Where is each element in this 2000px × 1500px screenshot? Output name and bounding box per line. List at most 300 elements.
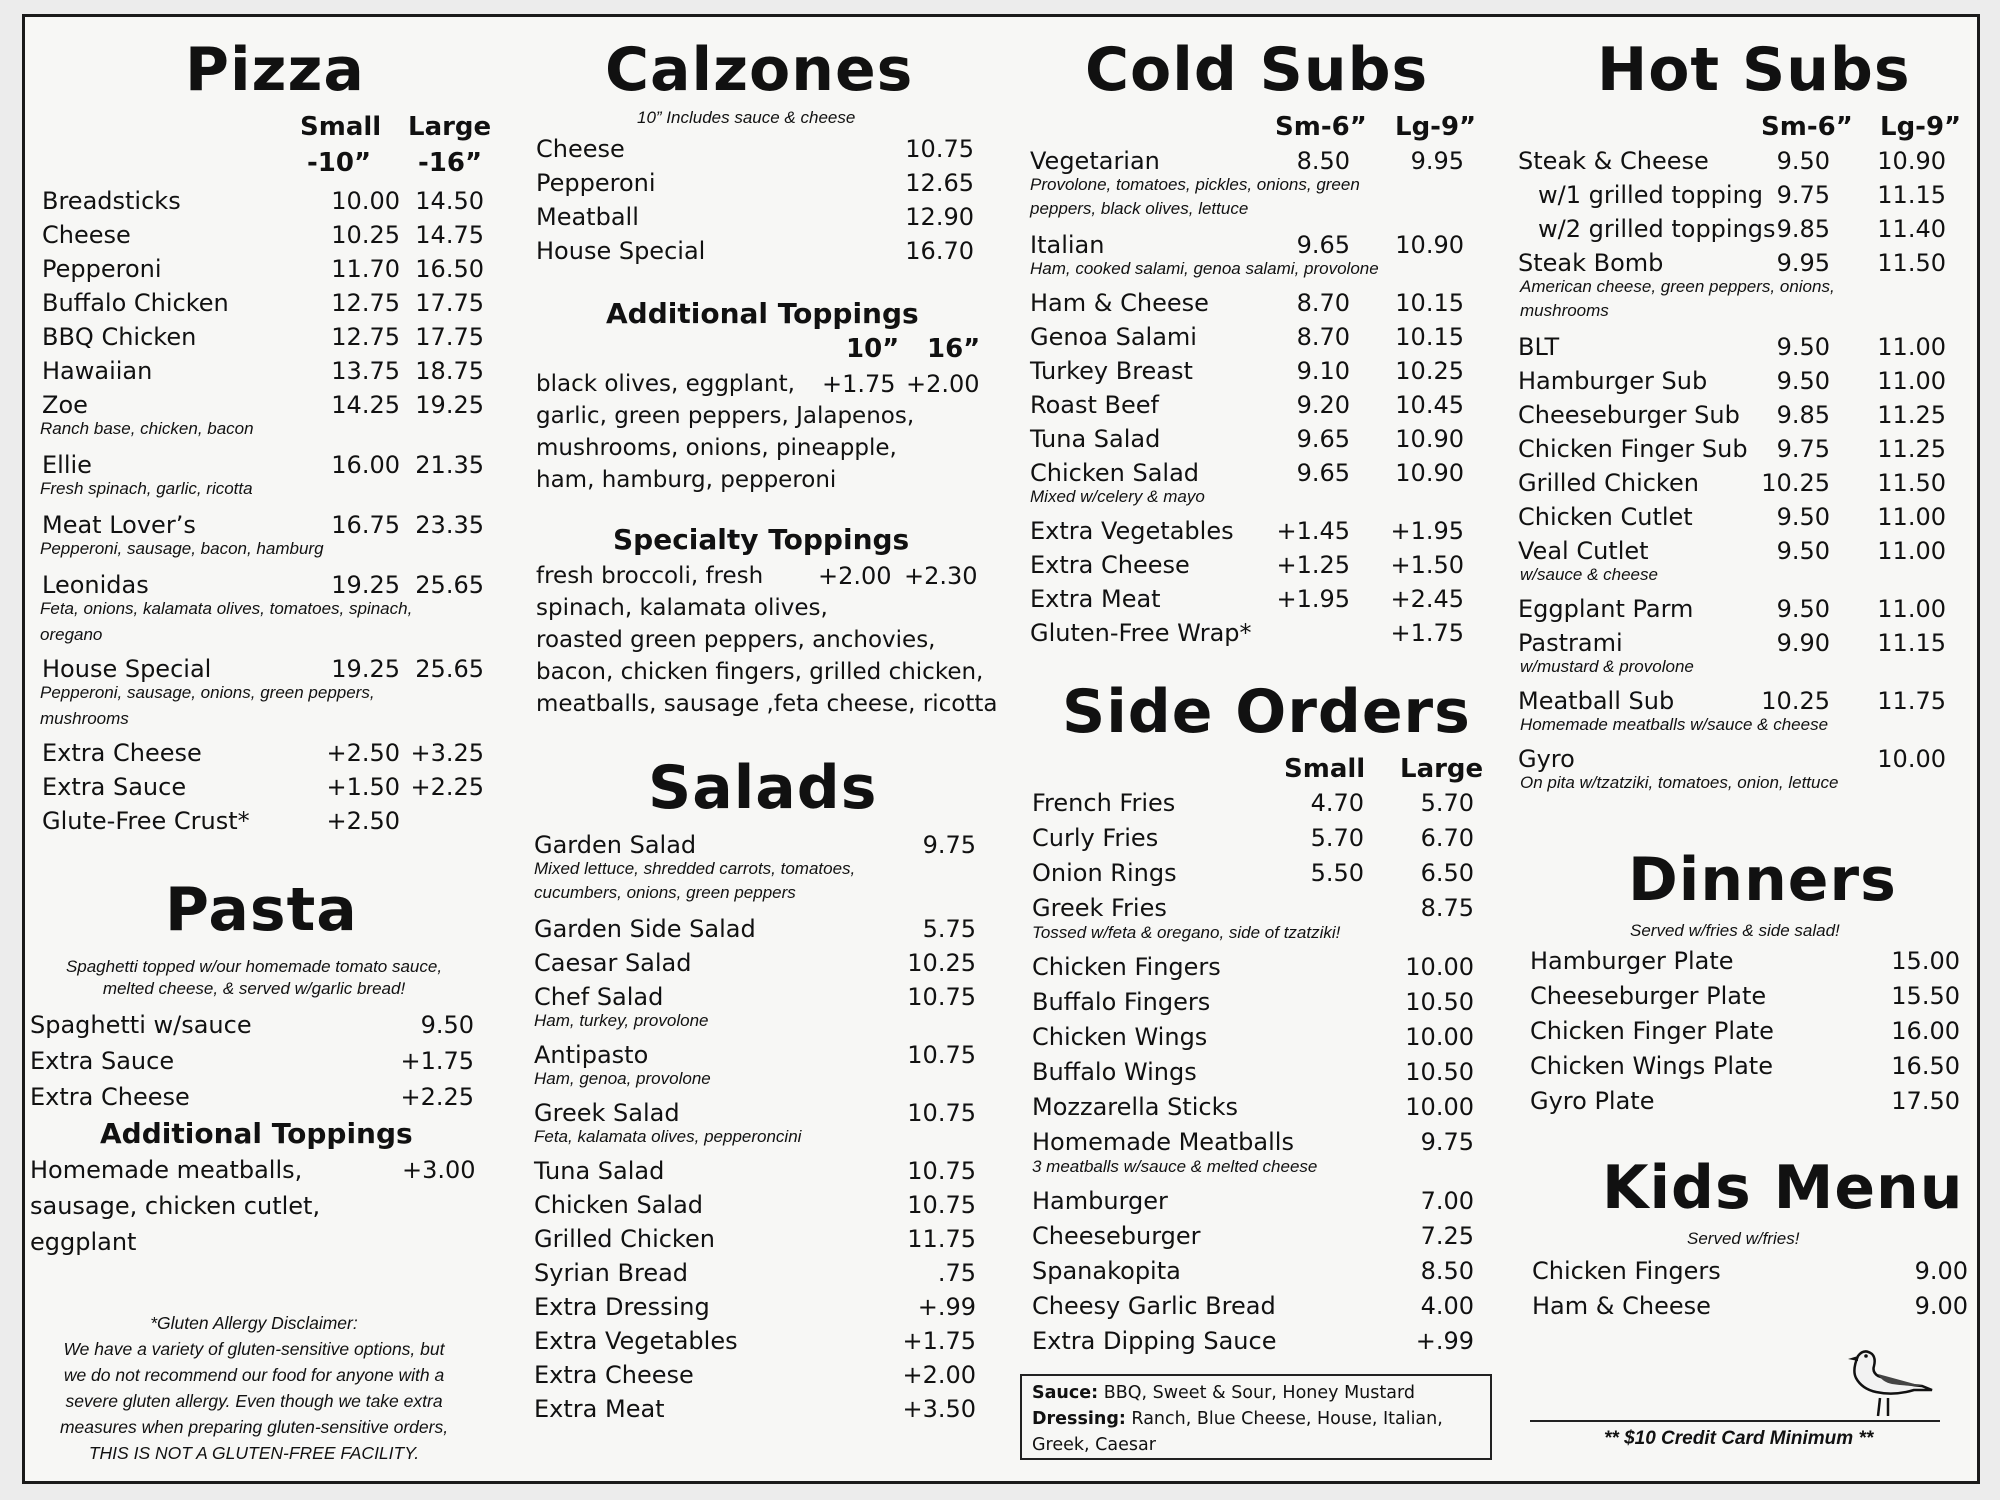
item-name: Spanakopita [1032,1257,1181,1285]
side-orders-title: Side Orders [1062,677,1471,747]
item-name: Extra Sauce [30,1047,175,1075]
item-name: Chef Salad [534,983,664,1011]
pizza-item [42,218,482,252]
lg-price: 11.25 [1877,435,1946,463]
lg-price: 11.00 [1877,595,1946,623]
sm-price: 9.50 [1776,537,1830,565]
item-name: Chicken Fingers [1032,953,1221,981]
pasta-toppings-line-1: Homemade meatballs, [30,1156,303,1184]
item-name: Grilled Chicken [534,1225,715,1253]
small-price: 13.75 [331,357,400,385]
lg-price: 10.15 [1395,289,1464,317]
price: 15.00 [1891,947,1960,975]
item-name: Chicken Finger Sub [1518,435,1748,463]
sm-price: 9.50 [1776,503,1830,531]
price: 16.70 [905,237,974,265]
item-name: BBQ Chicken [42,323,197,351]
item-name: Vegetarian [1030,147,1160,175]
cold-subs-title: Cold Subs [1085,35,1429,105]
price: 11.75 [907,1225,976,1253]
hot-sub-item [1518,684,1946,718]
pizza-item [42,252,482,286]
large-price: 6.50 [1420,859,1474,887]
cold-sub-item [1030,582,1464,616]
item-name: w/1 grilled topping [1538,181,1764,209]
item-name: Caesar Salad [534,949,692,977]
item-name: Hawaiian [42,357,153,385]
item-name: Meat Lover’s [42,511,196,539]
item-name: Veal Cutlet [1518,537,1649,565]
item-name: Meatball [536,203,639,231]
item-name: Extra Meat [1030,585,1161,613]
large-price: 17.75 [415,289,484,317]
pizza-item [42,184,482,218]
item-description: Pepperoni, sausage, bacon, hamburg [40,539,324,558]
side-order-item [1032,1324,1474,1358]
item-name: Spaghetti w/sauce [30,1011,252,1039]
salad-item [534,1222,976,1256]
item-name: Steak & Cheese [1518,147,1709,175]
side-order-item [1032,1254,1474,1288]
sm-price: 10.25 [1761,687,1830,715]
cold-sub-item [1030,456,1464,490]
pasta-description-line-1: Spaghetti topped w/our homemade tomato sauce, [65,957,443,976]
item-name: Chicken Cutlet [1518,503,1693,531]
sm-price: 9.75 [1776,435,1830,463]
side-order-item [1032,985,1474,1019]
salad-item [534,1188,976,1222]
item-name: Buffalo Fingers [1032,988,1211,1016]
lg-price: 10.90 [1395,459,1464,487]
small-price: 10.25 [331,221,400,249]
lg-price: 10.90 [1395,425,1464,453]
lg-price: 9.95 [1410,147,1464,175]
kids-menu-title: Kids Menu [1602,1153,1964,1223]
price: 16.50 [1891,1052,1960,1080]
side-order-item [1032,821,1474,855]
lg-price: 11.00 [1877,333,1946,361]
salad-item [534,1324,976,1358]
calzone-specialty-line-5: meatballs, sausage ,feta cheese, ricotta [536,691,998,717]
price: 10.75 [907,1041,976,1069]
pizza-item [42,568,482,602]
calzone-additional-price-10: +1.75 [822,370,896,398]
item-name: Extra Cheese [30,1083,190,1111]
hot-sub-item [1518,742,1946,776]
item-name: w/2 grilled toppings [1538,215,1776,243]
hot-sub-item [1518,500,1946,534]
item-description: Mixed lettuce, shredded carrots, tomatoes, [534,859,856,878]
hot-sub-item [1518,534,1946,568]
sm-price: 9.85 [1776,401,1830,429]
price: 10.25 [907,949,976,977]
item-name: Cheeseburger [1032,1222,1201,1250]
price: 10.75 [907,1099,976,1127]
side-orders-small-header: Small [1284,754,1366,784]
calzone-specialty-line-1: fresh broccoli, fresh [536,563,764,589]
side-order-item [1032,950,1474,984]
item-name: Extra Meat [534,1395,665,1423]
dinner-item [1530,979,1960,1013]
large-price: 10.00 [1405,953,1474,981]
calzone-item [536,166,974,200]
item-description: mushrooms [1520,301,1609,320]
sauce-text: BBQ, Sweet & Sour, Honey Mustard [1103,1383,1415,1403]
large-price: +3.25 [410,739,484,767]
calzone-specialty-line-4: bacon, chicken fingers, grilled chicken, [536,659,984,685]
pizza-large-size: -16” [418,148,483,178]
calzone-item [536,132,974,166]
large-price: 8.75 [1420,894,1474,922]
item-name: Buffalo Wings [1032,1058,1197,1086]
disclaimer-line-1: *Gluten Allergy Disclaimer: [150,1313,358,1333]
disclaimer-line-2: We have a variety of gluten-sensitive options, but [63,1339,445,1359]
lg-price: 11.50 [1877,249,1946,277]
large-price: +.99 [1415,1327,1474,1355]
dressing-line [1032,1406,1480,1432]
cold-sub-item [1030,514,1464,548]
dinner-item [1530,1084,1960,1118]
item-description: Ranch base, chicken, bacon [40,419,254,438]
item-description: Tossed w/feta & oregano, side of tzatziki! [1032,923,1341,942]
pizza-item [42,804,482,838]
item-description: Feta, onions, kalamata olives, tomatoes, spinach, [40,599,413,618]
item-name: Extra Cheese [42,739,202,767]
item-name: Chicken Wings [1032,1023,1208,1051]
item-name: Chicken Finger Plate [1530,1017,1774,1045]
cold-sub-item [1030,616,1464,650]
calzone-additional-16-header: 16” [927,334,981,364]
cold-sub-item [1030,228,1464,262]
pasta-toppings-line-2: sausage, chicken cutlet, [30,1192,321,1220]
lg-price: 10.90 [1395,231,1464,259]
credit-card-minimum-note: ** $10 Credit Card Minimum ** [1604,1428,1874,1449]
large-price: 21.35 [415,451,484,479]
sm-price: 9.95 [1776,249,1830,277]
cold-sub-item [1030,144,1464,178]
item-description: cucumbers, onions, green peppers [534,883,796,902]
side-order-item [1032,1219,1474,1253]
calzone-item [536,234,974,268]
lg-price: 11.00 [1877,503,1946,531]
item-description: peppers, black olives, lettuce [1030,199,1249,218]
sm-price: 10.25 [1761,469,1830,497]
hot-sub-item [1518,432,1946,466]
lg-price: 10.45 [1395,391,1464,419]
hot-sub-item [1538,178,1946,212]
salad-item [534,1256,976,1290]
item-name: Gyro [1518,745,1575,773]
hot-subs-sm-header: Sm-6” [1761,112,1853,142]
item-name: Zoe [42,391,88,419]
calzone-additional-title: Additional Toppings [606,297,919,330]
item-name: Extra Sauce [42,773,187,801]
kids-item [1532,1289,1968,1323]
price: 17.50 [1891,1087,1960,1115]
item-description: Provolone, tomatoes, pickles, onions, green [1030,175,1360,194]
item-name: Meatball Sub [1518,687,1675,715]
lg-price: 10.25 [1395,357,1464,385]
price: 10.75 [907,1157,976,1185]
item-name: Italian [1030,231,1105,259]
pizza-item [42,388,482,422]
side-order-item [1032,1289,1474,1323]
lg-price: 11.40 [1877,215,1946,243]
price: 10.75 [905,135,974,163]
pasta-description-line-2: melted cheese, & served w/garlic bread! [102,979,406,998]
item-description: oregano [40,625,103,644]
pizza-item [42,770,482,804]
item-name: Hamburger Plate [1530,947,1734,975]
item-description: Mixed w/celery & mayo [1030,487,1205,506]
item-name: Roast Beef [1030,391,1159,419]
salad-item [534,1038,976,1072]
calzone-additional-line-1: black olives, eggplant, [536,371,795,397]
large-price: 10.00 [1405,1023,1474,1051]
large-price: 10.50 [1405,1058,1474,1086]
large-price: 18.75 [415,357,484,385]
sm-price: +1.95 [1276,585,1350,613]
pizza-item [42,320,482,354]
item-name: Breadsticks [42,187,181,215]
price: +1.75 [400,1047,474,1075]
calzone-additional-line-3: mushrooms, onions, pineapple, [536,435,897,461]
calzone-additional-line-4: ham, hamburg, pepperoni [536,467,837,493]
price: +.99 [917,1293,976,1321]
salads-title: Salads [648,753,878,823]
large-price: 14.50 [415,187,484,215]
lg-price: 11.00 [1877,367,1946,395]
large-price: 17.75 [415,323,484,351]
salad-item [534,912,976,946]
item-name: Cheese [42,221,131,249]
item-description: w/sauce & cheese [1520,565,1658,584]
sm-price: 9.90 [1776,629,1830,657]
hot-sub-item [1518,592,1946,626]
item-name: Tuna Salad [1030,425,1161,453]
hot-sub-item [1518,330,1946,364]
disclaimer-line-3: we do not recommend our food for anyone with a [63,1365,445,1385]
hot-sub-item [1518,626,1946,660]
item-name: Glute-Free Crust* [42,807,250,835]
item-description: On pita w/tzatziki, tomatoes, onion, lettuce [1520,773,1839,792]
dinners-subtitle: Served w/fries & side salad! [1630,921,1840,940]
item-name: Extra Dipping Sauce [1032,1327,1277,1355]
item-description: Ham, turkey, provolone [534,1011,709,1030]
calzone-specialty-price-10: +2.00 [818,562,892,590]
item-name: Pepperoni [536,169,656,197]
side-order-item [1032,856,1474,890]
side-order-item [1032,1090,1474,1124]
small-price: 14.25 [331,391,400,419]
small-price: 12.75 [331,323,400,351]
calzone-specialty-price-16: +2.30 [904,562,978,590]
side-orders-large-header: Large [1400,754,1484,784]
item-name: Greek Salad [534,1099,680,1127]
lg-price: +1.75 [1390,619,1464,647]
dinner-item [1530,944,1960,978]
large-price: 7.00 [1420,1187,1474,1215]
calzones-title: Calzones [605,35,914,105]
item-description: Pepperoni, sausage, onions, green peppers, [40,683,375,702]
disclaimer-line-4: severe gluten allergy. Even though we take extra [65,1391,443,1411]
item-name: Extra Cheese [534,1361,694,1389]
item-name: French Fries [1032,789,1176,817]
kids-menu-subtitle: Served w/fries! [1687,1229,1800,1248]
pasta-toppings-title: Additional Toppings [100,1117,413,1150]
cold-sub-item [1030,388,1464,422]
pasta-item [30,1008,474,1042]
item-name: Hamburger [1032,1187,1168,1215]
cold-sub-item [1030,286,1464,320]
item-description: American cheese, green peppers, onions, [1520,277,1835,296]
cold-subs-sm-header: Sm-6” [1275,112,1367,142]
item-name: Eggplant Parm [1518,595,1694,623]
cold-sub-item [1030,422,1464,456]
item-name: Garden Side Salad [534,915,756,943]
side-order-item [1032,1055,1474,1089]
footer-rule [1530,1420,1940,1422]
item-name: Extra Vegetables [534,1327,738,1355]
cold-sub-item [1030,320,1464,354]
sm-price: 9.50 [1776,333,1830,361]
price: 12.65 [905,169,974,197]
item-name: Turkey Breast [1030,357,1193,385]
dinner-item [1530,1014,1960,1048]
pasta-description [34,956,474,1000]
salad-item [534,828,976,862]
item-name: Chicken Fingers [1532,1257,1721,1285]
pizza-title: Pizza [185,35,365,105]
pasta-item [30,1080,474,1114]
item-name: Garden Salad [534,831,697,859]
price: 16.00 [1891,1017,1960,1045]
large-price: 7.25 [1420,1222,1474,1250]
sm-price: 8.70 [1296,323,1350,351]
large-price: 6.70 [1420,824,1474,852]
pasta-toppings-line-3: eggplant [30,1228,137,1256]
price: +2.25 [400,1083,474,1111]
price: 9.50 [420,1011,474,1039]
item-name: House Special [536,237,706,265]
item-name: Ham & Cheese [1030,289,1209,317]
small-price: +2.50 [326,739,400,767]
side-order-item [1032,1020,1474,1054]
item-description: 3 meatballs w/sauce & melted cheese [1032,1157,1318,1176]
salad-item [534,1154,976,1188]
pizza-item [42,286,482,320]
item-name: Homemade Meatballs [1032,1128,1294,1156]
side-order-item [1032,786,1474,820]
item-description: Ham, cooked salami, genoa salami, provolone [1030,259,1379,278]
large-price: 9.75 [1420,1128,1474,1156]
item-name: Greek Fries [1032,894,1167,922]
hot-subs-lg-header: Lg-9” [1880,112,1962,142]
price: .75 [937,1259,976,1287]
calzone-additional-price-16: +2.00 [906,370,980,398]
dinner-item [1530,1049,1960,1083]
large-price: 10.00 [1405,1093,1474,1121]
pizza-small-header: Small [300,112,382,142]
item-name: Cheeseburger Sub [1518,401,1740,429]
sm-price: +1.25 [1276,551,1350,579]
sm-price: 8.50 [1296,147,1350,175]
small-price: 19.25 [331,571,400,599]
pizza-item [42,354,482,388]
item-name: Pepperoni [42,255,162,283]
large-price: 23.35 [415,511,484,539]
item-name: Ham & Cheese [1532,1292,1711,1320]
item-name: Chicken Wings Plate [1530,1052,1773,1080]
sm-price: 9.10 [1296,357,1350,385]
lg-price: +1.50 [1390,551,1464,579]
price: +1.75 [902,1327,976,1355]
calzone-additional-10-header: 10” [846,334,900,364]
small-price: 16.00 [331,451,400,479]
hot-sub-item [1518,466,1946,500]
large-price: 5.70 [1420,789,1474,817]
item-name: Cheeseburger Plate [1530,982,1767,1010]
price: +3.50 [902,1395,976,1423]
sm-price: 9.65 [1296,425,1350,453]
small-price: 5.70 [1310,824,1364,852]
dressing-text: Ranch, Blue Cheese, House, Italian, [1131,1409,1443,1429]
price: 5.75 [922,915,976,943]
sauce-label: Sauce: [1032,1383,1099,1403]
sm-price: +1.45 [1276,517,1350,545]
side-order-item [1032,1184,1474,1218]
calzones-subtitle: 10” Includes sauce & cheese [637,108,856,127]
lg-price: 10.00 [1877,745,1946,773]
side-order-item [1032,1125,1474,1159]
salad-item [534,1392,976,1426]
salad-item [534,1358,976,1392]
item-name: Tuna Salad [534,1157,665,1185]
calzone-item [536,200,974,234]
item-name: Gyro Plate [1530,1087,1655,1115]
pizza-item [42,652,482,686]
price: 9.75 [922,831,976,859]
lg-price: +2.45 [1390,585,1464,613]
dinners-title: Dinners [1628,845,1897,915]
cold-sub-item [1030,548,1464,582]
sm-price: 9.50 [1776,367,1830,395]
sm-price: 9.20 [1296,391,1350,419]
salad-item [534,946,976,980]
lg-price: 11.15 [1877,629,1946,657]
sm-price: 9.50 [1776,147,1830,175]
item-name: Syrian Bread [534,1259,689,1287]
pasta-title: Pasta [165,875,358,945]
lg-price: 11.25 [1877,401,1946,429]
sm-price: 8.70 [1296,289,1350,317]
large-price: 4.00 [1420,1292,1474,1320]
item-name: Gluten-Free Wrap* [1030,619,1252,647]
large-price: 25.65 [415,655,484,683]
sm-price: 9.50 [1776,595,1830,623]
item-description: Ham, genoa, provolone [534,1069,711,1088]
dressing-line-2: Greek, Caesar [1032,1435,1156,1455]
cold-subs-lg-header: Lg-9” [1395,112,1477,142]
cold-sub-item [1030,354,1464,388]
lg-price: 10.15 [1395,323,1464,351]
price: 9.00 [1914,1292,1968,1320]
side-order-item [1032,891,1474,925]
disclaimer-line-6: THIS IS NOT A GLUTEN-FREE FACILITY. [88,1443,420,1463]
item-name: Genoa Salami [1030,323,1197,351]
item-name: Extra Cheese [1030,551,1190,579]
item-name: Onion Rings [1032,859,1177,887]
